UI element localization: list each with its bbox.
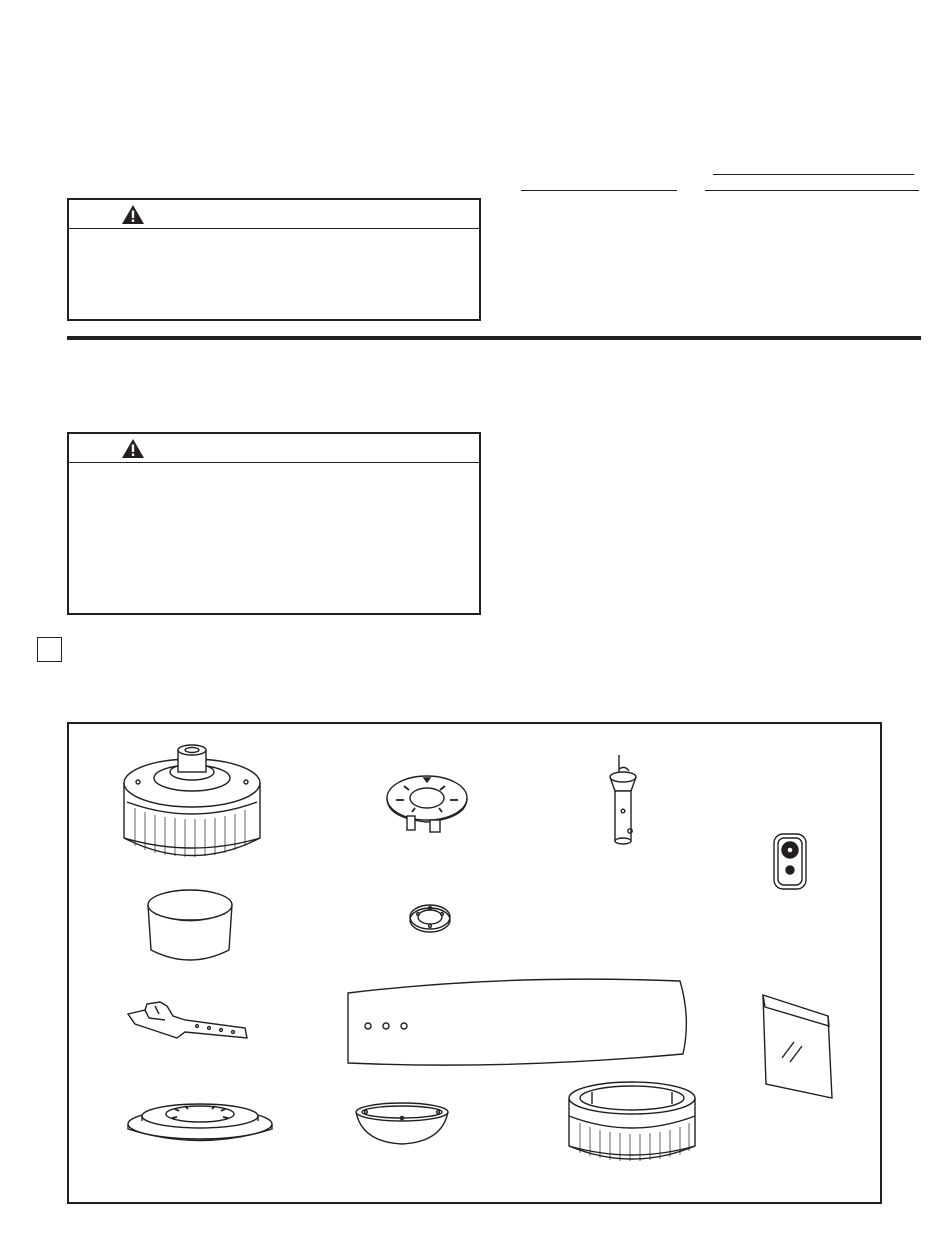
part-motor-housing	[115, 738, 270, 863]
part-switch-housing	[125, 1092, 275, 1146]
warning-header	[69, 200, 479, 229]
part-downrod	[603, 755, 643, 847]
warning-header	[69, 434, 479, 463]
rule-top-right-2	[521, 190, 677, 191]
part-fan-blade	[345, 978, 695, 1068]
part-lower-housing	[562, 1078, 702, 1164]
warning-box-2	[67, 432, 481, 615]
warning-box-1	[67, 198, 481, 321]
part-mounting-bracket	[382, 768, 472, 840]
part-canopy-cover	[145, 888, 235, 968]
part-remote-control	[773, 833, 809, 891]
section-divider	[67, 336, 921, 340]
part-blade-bracket	[125, 1000, 250, 1045]
checkbox[interactable]	[37, 637, 62, 662]
warning-triangle-icon	[122, 439, 144, 458]
warning-triangle-icon	[122, 205, 144, 224]
rule-top-right-1	[713, 174, 914, 175]
part-hardware-bag	[760, 992, 840, 1102]
part-coupling-ring	[408, 902, 452, 934]
rule-top-right-3	[705, 190, 919, 191]
part-light-bowl	[352, 1102, 452, 1146]
